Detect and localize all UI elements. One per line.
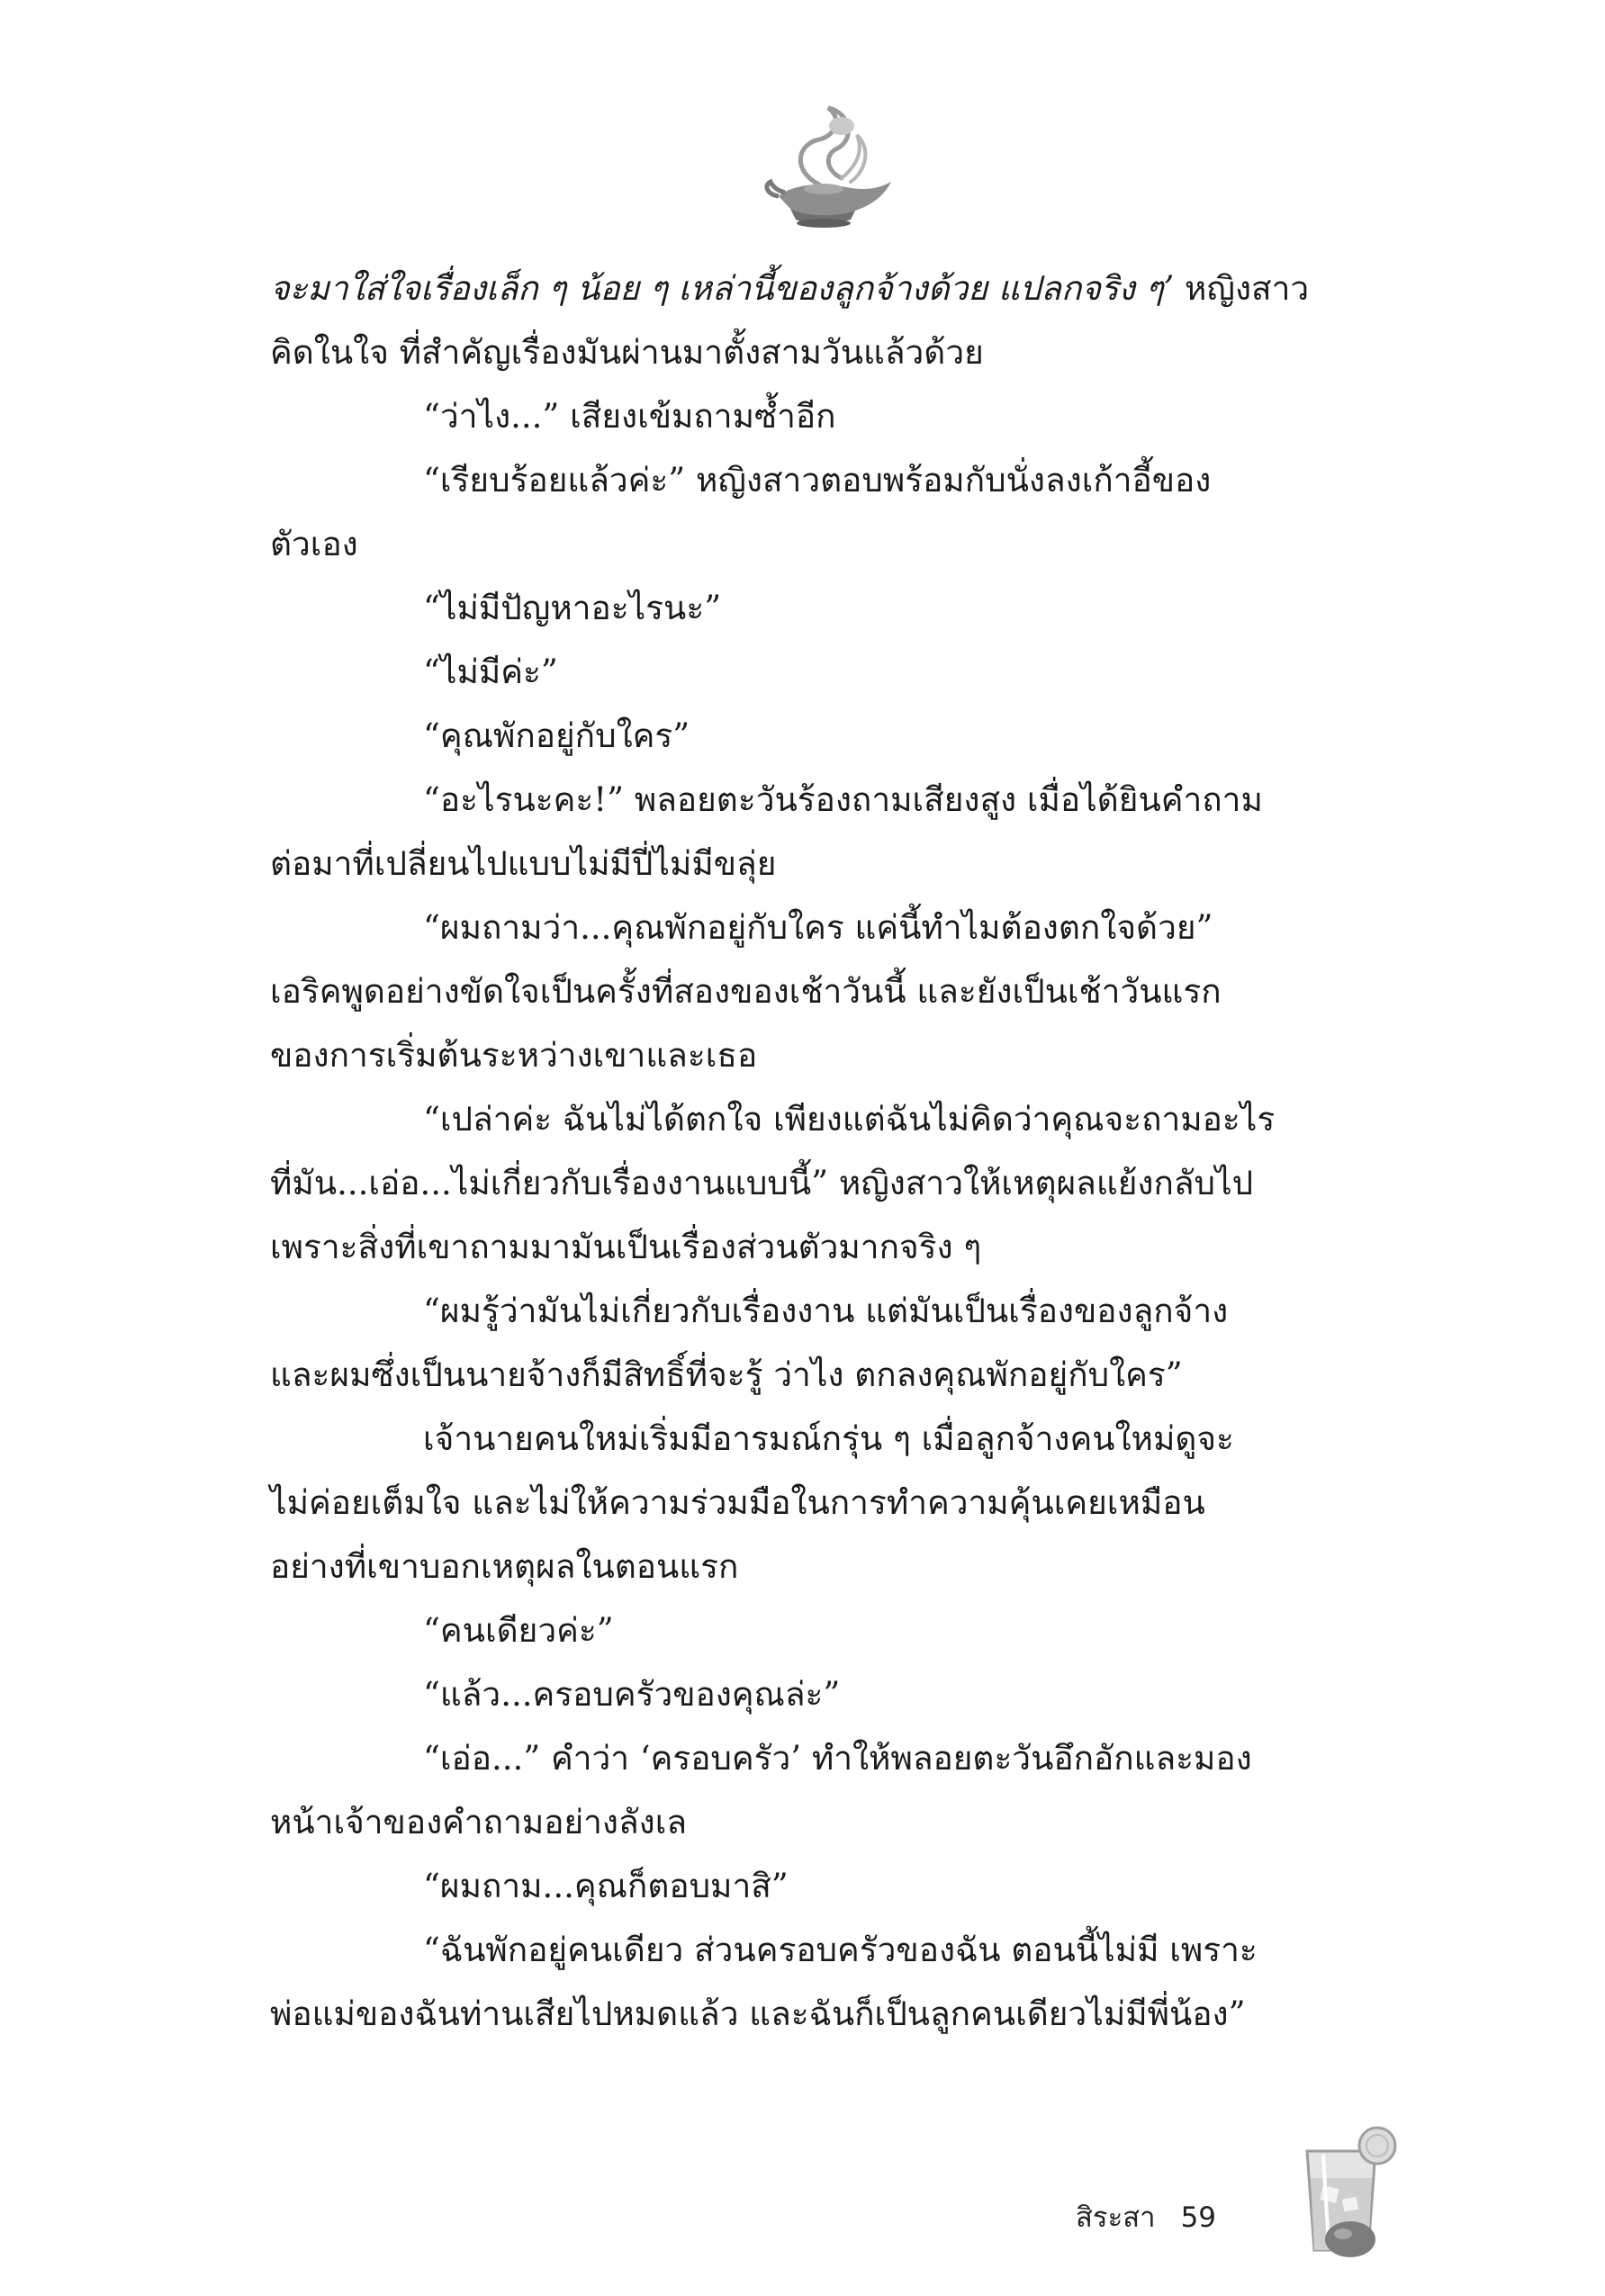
text-line: “คนเดียวค่ะ” [423, 1611, 614, 1650]
page-number: 59 [1180, 2201, 1217, 2234]
genie-lamp-icon [756, 99, 900, 234]
text-line: “ว่าไง...” เสียงเข้มถามซ้ำอีก [423, 397, 836, 436]
text-line: “เปล่าค่ะ ฉันไม่ได้ตกใจ เพียงแต่ฉันไม่คิดว่าคุณจะถามอะไร [423, 1100, 1276, 1139]
text-line [270, 257, 1395, 320]
text-line: “อะไรนะคะ!” พลอยตะวันร้องถามเสียงสูง เมื่อได้ยินคำถาม [423, 780, 1263, 819]
text-line: “เอ่อ...” คำว่า ‘ครอบครัว’ ทำให้พลอยตะวันอึกอักและมอง [423, 1739, 1252, 1778]
text-line: ของการเริ่มต้นระหว่างเขาและเธอ [270, 1036, 758, 1075]
text-line: เพราะสิ่งที่เขาถามมามันเป็นเรื่องส่วนตัวมากจริง ๆ [270, 1228, 982, 1266]
text-line: “ผมถามว่า...คุณพักอยู่กับใคร แค่นี้ทำไมต้องตกใจด้วย” [423, 908, 1213, 947]
text-line: “ฉันพักอยู่คนเดียว ส่วนครอบครัวของฉัน ตอนนี้ไม่มี เพราะ [423, 1931, 1258, 1969]
text-line: “คุณพักอยู่กับใคร” [423, 716, 690, 755]
text-line: พ่อแม่ของฉันท่านเสียไปหมดแล้ว และฉันก็เป็นลูกคนเดียวไม่มีพี่น้อง” [270, 1994, 1246, 2033]
text-line: เจ้านายคนใหม่เริ่มมีอารมณ์กรุ่น ๆ เมื่อลูกจ้างคนใหม่ดูจะ [423, 1419, 1234, 1458]
text-line: “แล้ว...ครอบครัวของคุณล่ะ” [423, 1675, 841, 1714]
text-line: ไม่ค่อยเต็มใจ และไม่ให้ความร่วมมือในการทำความคุ้นเคยเหมือน [270, 1483, 1205, 1522]
text-line: อย่างที่เขาบอกเหตุผลในตอนแรก [270, 1547, 739, 1586]
text-line: “ไม่มีค่ะ” [423, 653, 558, 691]
text-line: เอริคพูดอย่างขัดใจเป็นครั้งที่สองของเช้าวันนี้ และยังเป็นเช้าวันแรก [270, 972, 1222, 1011]
text-line: และผมซึ่งเป็นนายจ้างก็มีสิทธิ์ที่จะรู้ ว่าไง ตกลงคุณพักอยู่กับใคร” [270, 1355, 1183, 1394]
text-line: “ไม่มีปัญหาอะไรนะ” [423, 589, 722, 627]
text-line: ตัวเอง [270, 525, 358, 563]
page-footer [1076, 2194, 1216, 2239]
text-line: หน้าเจ้าของคำถามอย่างลังเล [270, 1803, 688, 1841]
book-title: สิระสา [1076, 2201, 1156, 2234]
text-line: “ผมรู้ว่ามันไม่เกี่ยวกับเรื่องงาน แต่มันเป็นเรื่องของลูกจ้าง [423, 1292, 1229, 1330]
text-line-italic: จะมาใส่ใจเรื่องเล็ก ๆ น้อย ๆ เหล่านี้ของลูกจ้างด้วย แปลกจริง ๆ’ [270, 269, 1175, 308]
text-line: คิดในใจ ที่สำคัญเรื่องมันผ่านมาตั้งสามวันแล้วด้วย [270, 333, 984, 372]
text-line: “เรียบร้อยแล้วค่ะ” หญิงสาวตอบพร้อมกับนั่งลงเก้าอี้ของ [423, 461, 1212, 500]
text-line-regular: หญิงสาว [1174, 269, 1310, 308]
lemon-drink-icon [1287, 2124, 1404, 2259]
body-text [270, 257, 1395, 2046]
text-line: “ผมถาม...คุณก็ตอบมาสิ” [423, 1867, 789, 1905]
text-line: ต่อมาที่เปลี่ยนไปแบบไม่มีปี่ไม่มีขลุ่ย [270, 844, 777, 883]
text-line: ที่มัน...เอ่อ...ไม่เกี่ยวกับเรื่องงานแบบนี้” หญิงสาวให้เหตุผลแย้งกลับไป [270, 1164, 1254, 1202]
